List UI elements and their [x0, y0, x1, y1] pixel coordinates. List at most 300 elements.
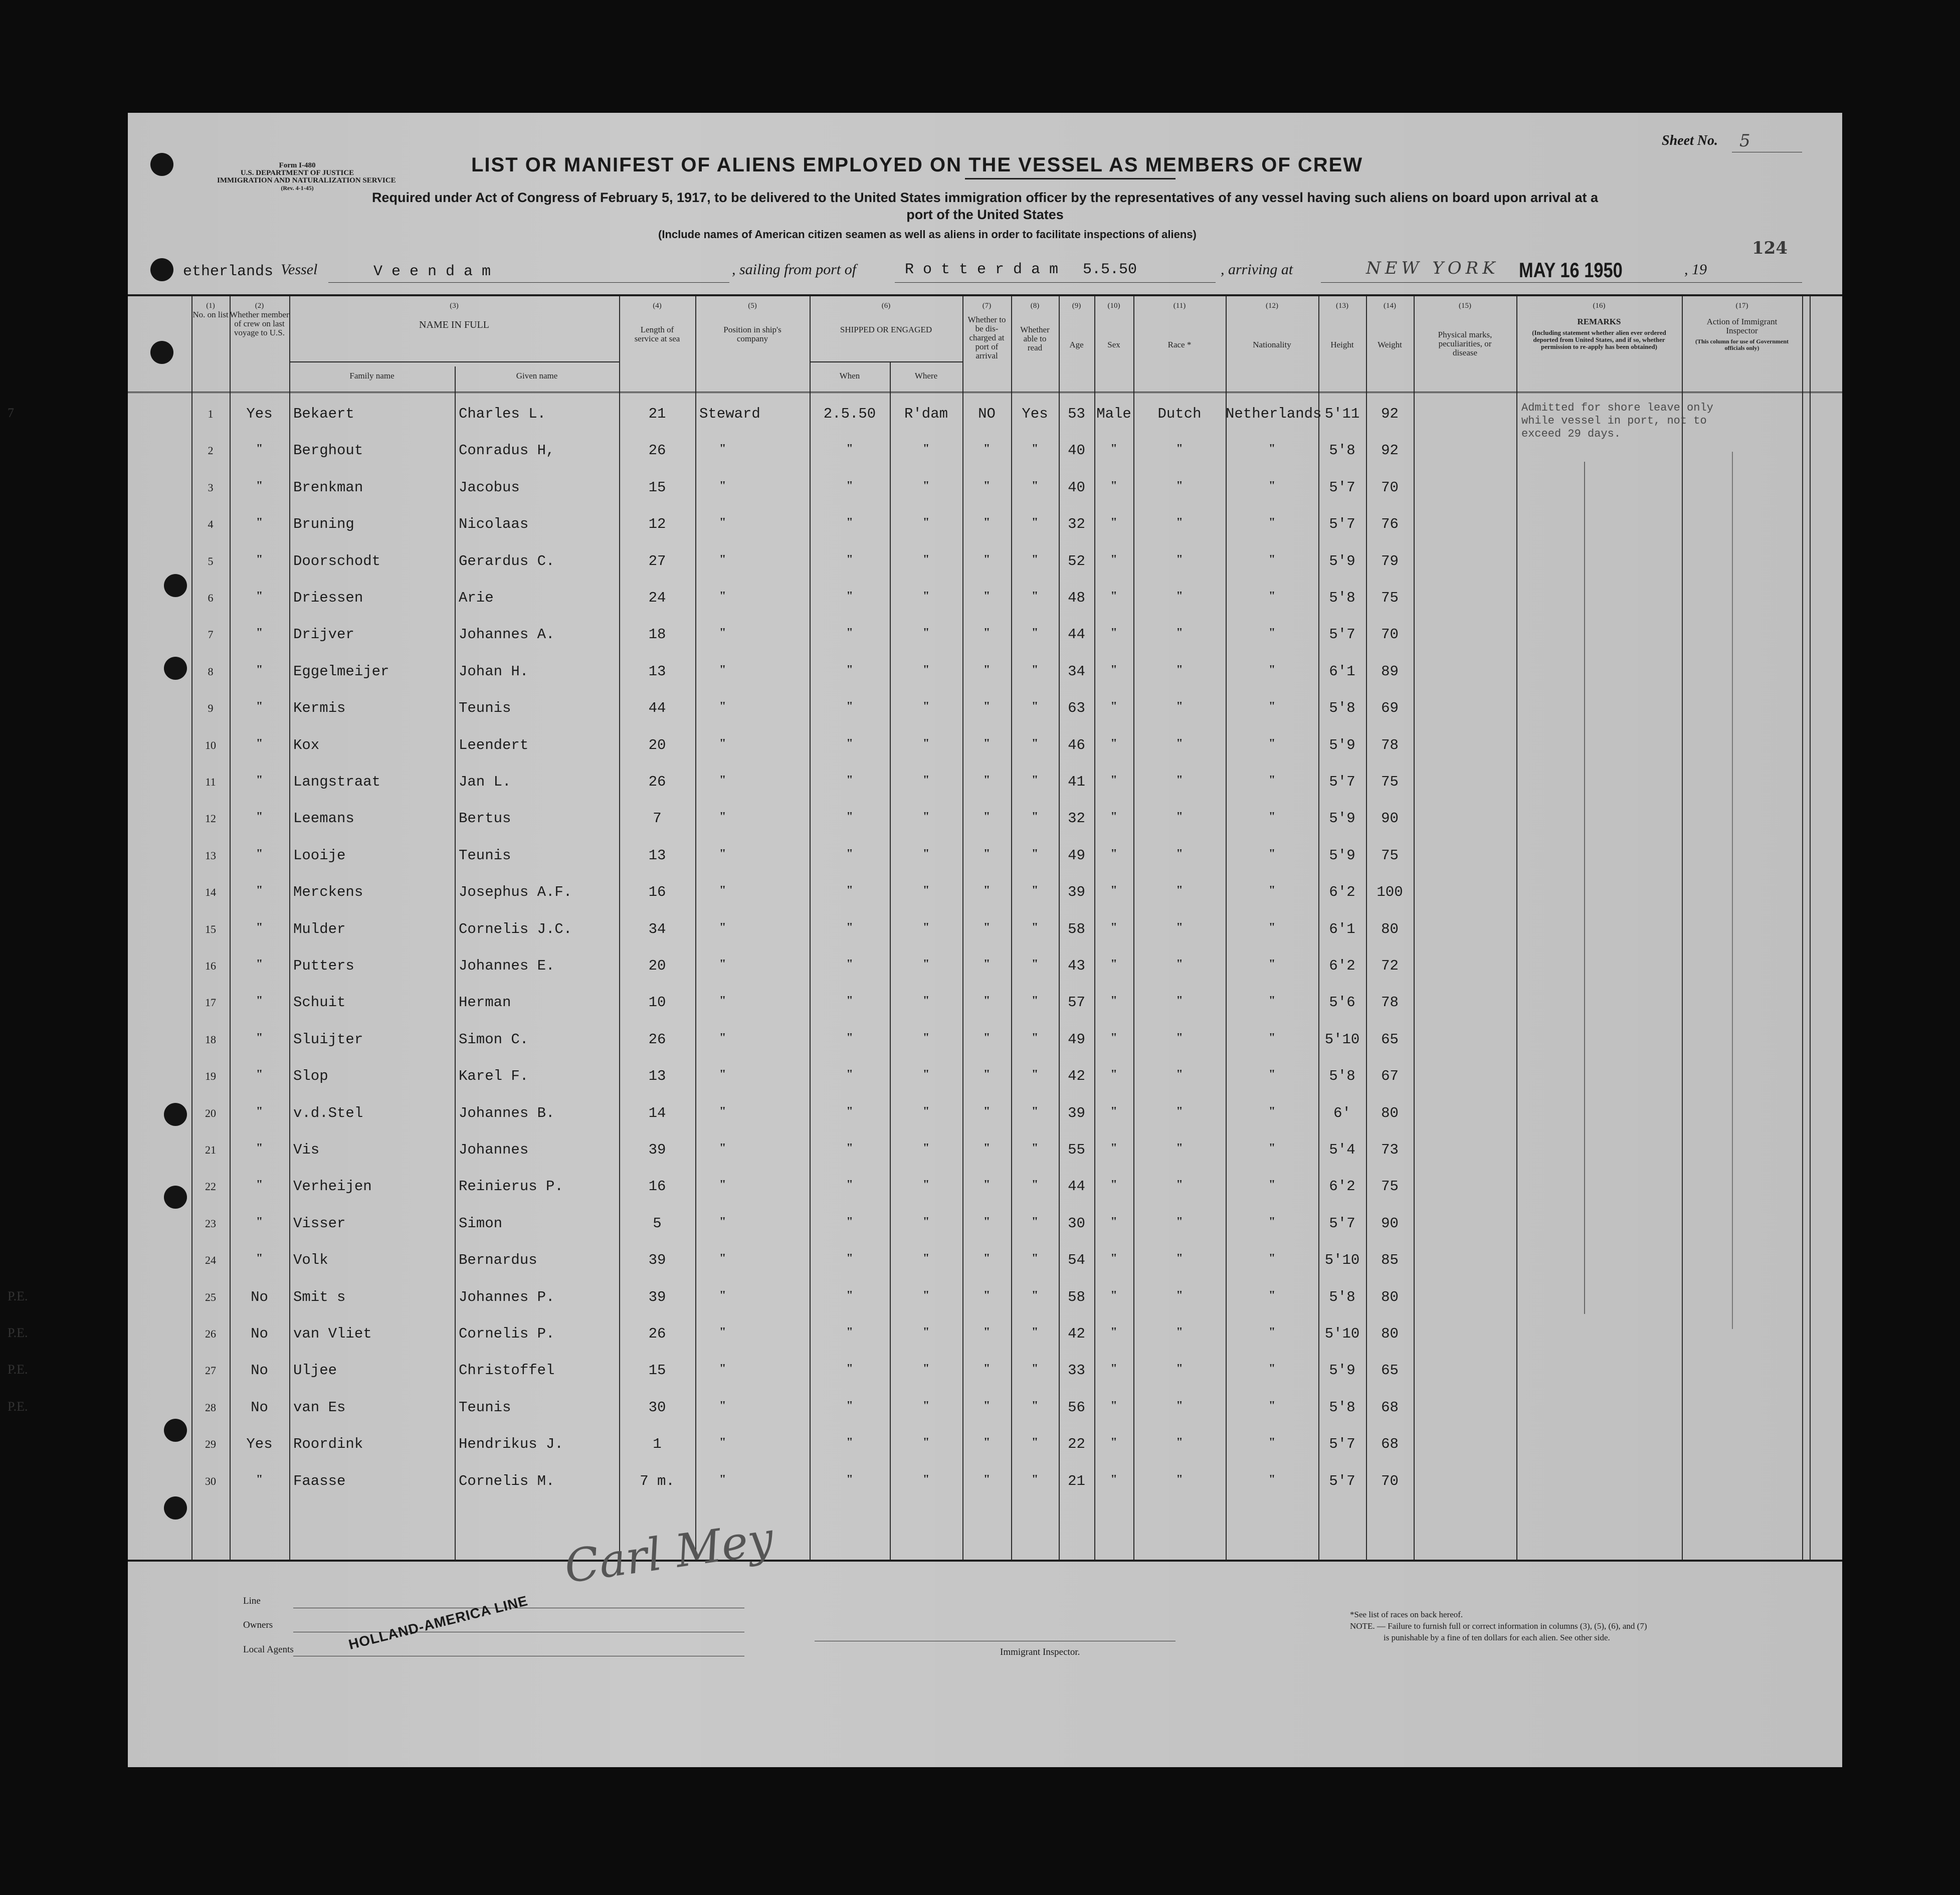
cell-when: ": [846, 626, 853, 640]
cell-nationality: ": [1268, 994, 1276, 1008]
cell-position: ": [719, 1068, 726, 1081]
table-row: [128, 994, 1842, 1031]
cell-weight: 76: [1381, 516, 1399, 533]
cell-weight: 70: [1381, 1472, 1399, 1489]
cell-weight: 67: [1381, 1068, 1399, 1085]
cell-family: Vis: [293, 1142, 320, 1158]
cell-age: 21: [1068, 1472, 1085, 1489]
cell-sex: ": [1110, 810, 1117, 824]
col7-header: (7) Whether to be dis-charged at port of arrival: [967, 302, 1006, 360]
cell-crew: ": [256, 884, 263, 897]
cell-sex: ": [1110, 516, 1117, 529]
cell-no: 16: [205, 960, 216, 972]
cell-crew: ": [256, 1215, 263, 1228]
cell-race: ": [1176, 736, 1183, 750]
cell-age: 48: [1068, 590, 1085, 606]
col11-header: (11) Race *: [1167, 302, 1192, 349]
cell-weight: 75: [1381, 774, 1399, 790]
cell-service: 39: [648, 1252, 666, 1269]
cell-race: ": [1176, 847, 1183, 860]
cell-family: Visser: [293, 1215, 346, 1232]
footer-note-penalty-2: is punishable by a fine of ten dollars for each alien. See other side.: [1384, 1633, 1610, 1642]
cell-discharged: ": [983, 1142, 991, 1155]
cell-nationality: ": [1268, 884, 1276, 897]
cell-height: 5'10: [1324, 1031, 1360, 1048]
cell-age: 63: [1068, 700, 1085, 717]
cell-read: ": [1031, 1436, 1039, 1449]
inspector-mark-line: [1732, 452, 1733, 1329]
cell-no: 8: [208, 665, 214, 678]
col17-header: (17) Action of Immigrant Inspector (This column for use of Government officials only): [1695, 302, 1789, 351]
cell-given: Karel F.: [459, 1068, 529, 1085]
cell-read: ": [1031, 479, 1039, 492]
table-row: [128, 1436, 1842, 1472]
cell-nationality: ": [1268, 1288, 1276, 1302]
cell-no: 20: [205, 1106, 216, 1119]
cell-height: 5'10: [1324, 1325, 1360, 1342]
cell-read: ": [1031, 1215, 1039, 1228]
cell-discharged: ": [983, 920, 991, 934]
cell-service: 27: [648, 552, 666, 570]
cell-where: ": [922, 516, 930, 529]
cell-sex: ": [1110, 1436, 1117, 1449]
cell-height: 5'8: [1329, 590, 1355, 606]
cell-height: 5'9: [1329, 552, 1355, 570]
cell-weight: 90: [1381, 1215, 1399, 1232]
cell-read: ": [1031, 552, 1039, 566]
cell-age: 44: [1068, 626, 1085, 643]
cell-when: ": [846, 1362, 853, 1376]
cell-crew: ": [256, 774, 263, 787]
cell-no: 4: [208, 518, 214, 531]
cell-age: 57: [1068, 994, 1085, 1011]
cell-crew: ": [256, 663, 263, 676]
cell-crew: ": [256, 1142, 263, 1155]
cell-when: ": [846, 994, 853, 1008]
cell-family: Bruning: [293, 516, 354, 533]
cell-position: ": [719, 810, 726, 824]
cell-position: ": [719, 736, 726, 750]
cell-height: 5'7: [1329, 774, 1355, 790]
cell-age: 53: [1068, 406, 1085, 422]
cell-service: 7: [653, 810, 662, 827]
crew-table: [8, 294, 1842, 1562]
cell-family: van Vliet: [293, 1325, 372, 1342]
cell-service: 39: [648, 1142, 666, 1158]
remarks-row-1: Admitted for shore leave only while vessel in port, not to exceed 29 days.: [1521, 402, 1713, 440]
cell-race: ": [1176, 590, 1183, 603]
cell-where: ": [922, 774, 930, 787]
cell-given: Cornelis J.C.: [459, 920, 572, 937]
cell-family: Volk: [293, 1252, 328, 1269]
cell-position: Steward: [699, 406, 760, 422]
cell-position: ": [719, 1399, 726, 1412]
cell-race: ": [1176, 1362, 1183, 1376]
cell-service: 24: [648, 590, 666, 606]
cell-discharged: ": [983, 958, 991, 971]
cell-crew: No: [251, 1362, 268, 1379]
owners-label: Owners: [243, 1620, 273, 1630]
cell-given: Reinierus P.: [459, 1178, 563, 1195]
cell-given: Bertus: [459, 810, 511, 827]
cell-age: 54: [1068, 1252, 1085, 1269]
cell-position: ": [719, 774, 726, 787]
cell-height: 6'2: [1329, 884, 1355, 901]
cell-when: ": [846, 663, 853, 676]
cell-nationality: ": [1268, 920, 1276, 934]
cell-read: ": [1031, 700, 1039, 713]
cell-discharged: ": [983, 590, 991, 603]
cell-when: ": [846, 552, 853, 566]
col3-family-header: Family name: [349, 371, 395, 381]
cell-family: Mulder: [293, 920, 346, 937]
cell-no: 22: [205, 1180, 216, 1193]
cell-crew: ": [256, 920, 263, 934]
cell-sex: ": [1110, 1142, 1117, 1155]
cell-service: 14: [648, 1104, 666, 1121]
cell-family: Smit s: [293, 1288, 346, 1305]
cell-service: 26: [648, 1031, 666, 1048]
col13-header: (13) Height: [1330, 302, 1354, 349]
cell-position: ": [719, 663, 726, 676]
col10-header: (10) Sex: [1107, 302, 1120, 349]
cell-discharged: ": [983, 810, 991, 824]
cell-weight: 80: [1381, 1104, 1399, 1121]
cell-no: 3: [208, 481, 214, 494]
cell-where: ": [922, 590, 930, 603]
cell-when: ": [846, 884, 853, 897]
cell-given: Jacobus: [459, 479, 520, 496]
col2-header: (2) Whether member of crew on last voyage to U.S.: [230, 302, 289, 337]
cell-where: ": [922, 700, 930, 713]
cell-family: Eggelmeijer: [293, 663, 389, 680]
table-row: [128, 1105, 1842, 1142]
cell-age: 56: [1068, 1399, 1085, 1416]
cell-age: 49: [1068, 1031, 1085, 1048]
cell-service: 10: [648, 994, 666, 1011]
cell-service: 44: [648, 700, 666, 717]
cell-read: Yes: [1022, 406, 1048, 422]
cell-read: ": [1031, 774, 1039, 787]
table-row: [128, 1031, 1842, 1068]
cell-height: 5'11: [1324, 406, 1360, 422]
form-service: IMMIGRATION AND NATURALIZATION SERVICE: [217, 176, 396, 184]
cell-no: 5: [208, 554, 214, 567]
cell-sex: ": [1110, 847, 1117, 860]
cell-weight: 75: [1381, 1178, 1399, 1195]
table-row: [128, 516, 1842, 552]
cell-discharged: ": [983, 663, 991, 676]
cell-weight: 65: [1381, 1031, 1399, 1048]
cell-nationality: ": [1268, 552, 1276, 566]
cell-read: ": [1031, 810, 1039, 824]
cell-race: ": [1176, 1399, 1183, 1412]
cell-nationality: ": [1268, 442, 1276, 456]
cell-crew: ": [256, 847, 263, 860]
cell-nationality: ": [1268, 1215, 1276, 1228]
cell-age: 44: [1068, 1178, 1085, 1195]
cell-where: ": [922, 958, 930, 971]
cell-where: ": [922, 1215, 930, 1228]
cell-weight: 79: [1381, 552, 1399, 570]
col4-header: (4) Length of service at sea: [634, 302, 680, 343]
cell-when: ": [846, 1142, 853, 1155]
cell-age: 32: [1068, 516, 1085, 533]
cell-crew: ": [256, 994, 263, 1008]
cell-race: ": [1176, 958, 1183, 971]
table-row: [128, 442, 1842, 479]
cell-crew: Yes: [246, 1436, 273, 1453]
cell-race: ": [1176, 1178, 1183, 1192]
cell-nationality: ": [1268, 810, 1276, 824]
cell-age: 34: [1068, 663, 1085, 680]
cell-weight: 65: [1381, 1362, 1399, 1379]
cell-given: Leendert: [459, 736, 529, 753]
form-info: [217, 161, 396, 192]
page-number: 124: [1752, 238, 1788, 258]
cell-sex: ": [1110, 1288, 1117, 1302]
cell-race: ": [1176, 1068, 1183, 1081]
cell-height: 6'2: [1329, 958, 1355, 974]
cell-given: Christoffel: [459, 1362, 555, 1379]
cell-race: ": [1176, 1288, 1183, 1302]
sailing-label: , sailing from port of: [732, 261, 857, 278]
cell-read: ": [1031, 1399, 1039, 1412]
cell-sex: ": [1110, 590, 1117, 603]
cell-age: 58: [1068, 920, 1085, 937]
cell-when: ": [846, 442, 853, 456]
sailing-date: 5.5.50: [1083, 261, 1137, 278]
cell-position: ": [719, 626, 726, 640]
cell-where: ": [922, 847, 930, 860]
cell-discharged: ": [983, 1288, 991, 1302]
cell-no: 30: [205, 1474, 216, 1487]
cell-crew: ": [256, 516, 263, 529]
table-row: [8, 1325, 1842, 1362]
cell-weight: 85: [1381, 1252, 1399, 1269]
cell-given: Simon: [459, 1215, 503, 1232]
cell-no: 13: [205, 849, 216, 862]
cell-height: 5'9: [1329, 736, 1355, 753]
table-row: [128, 884, 1842, 920]
cell-height: 6'1: [1329, 920, 1355, 937]
cell-service: 15: [648, 1362, 666, 1379]
cell-sex: ": [1110, 1362, 1117, 1376]
cell-nationality: ": [1268, 1142, 1276, 1155]
cell-height: 6'1: [1329, 663, 1355, 680]
cell-nationality: ": [1268, 1178, 1276, 1192]
cell-race: ": [1176, 479, 1183, 492]
cell-discharged: ": [983, 1399, 991, 1412]
cell-when: ": [846, 1288, 853, 1302]
cell-crew: ": [256, 1068, 263, 1081]
cell-no: 2: [208, 444, 214, 457]
cell-given: Cornelis M.: [459, 1472, 555, 1489]
cell-when: ": [846, 1472, 853, 1486]
cell-family: Langstraat: [293, 774, 381, 790]
cell-sex: ": [1110, 1215, 1117, 1228]
cell-family: Looije: [293, 847, 346, 864]
cell-height: 6'2: [1329, 1178, 1355, 1195]
cell-when: ": [846, 1436, 853, 1449]
cell-nationality: ": [1268, 479, 1276, 492]
cell-no: 10: [205, 738, 216, 751]
cell-age: 46: [1068, 736, 1085, 753]
cell-given: Johan H.: [459, 663, 529, 680]
cell-age: 40: [1068, 442, 1085, 459]
table-row: [8, 1288, 1842, 1325]
cell-read: ": [1031, 1288, 1039, 1302]
holland-america-stamp: HOLLAND-AMERICA LINE: [347, 1593, 530, 1653]
cell-nationality: ": [1268, 1436, 1276, 1449]
cell-service: 39: [648, 1288, 666, 1305]
cell-nationality: ": [1268, 516, 1276, 529]
cell-discharged: ": [983, 1252, 991, 1265]
subtitle-2: port of the United States: [906, 207, 1064, 222]
cell-read: ": [1031, 663, 1039, 676]
cell-family: Sluijter: [293, 1031, 363, 1048]
cell-given: Jan L.: [459, 774, 511, 790]
cell-age: 42: [1068, 1068, 1085, 1085]
cell-nationality: ": [1268, 663, 1276, 676]
cell-read: ": [1031, 847, 1039, 860]
cell-no: 21: [205, 1144, 216, 1156]
immigrant-inspector-label: Immigrant Inspector.: [1000, 1647, 1080, 1657]
cell-race: ": [1176, 994, 1183, 1008]
cell-age: 49: [1068, 847, 1085, 864]
cell-weight: 75: [1381, 847, 1399, 864]
cell-age: 41: [1068, 774, 1085, 790]
cell-read: ": [1031, 590, 1039, 603]
cell-nationality: ": [1268, 1252, 1276, 1265]
cell-sex: ": [1110, 1104, 1117, 1118]
cell-no: 7: [208, 628, 214, 641]
cell-family: Slop: [293, 1068, 328, 1085]
cell-discharged: ": [983, 552, 991, 566]
cell-given: Johannes A.: [459, 626, 555, 643]
cell-race: ": [1176, 1252, 1183, 1265]
cell-when: ": [846, 736, 853, 750]
cell-given: Herman: [459, 994, 511, 1011]
col6-header: (6) SHIPPED OR ENGAGED: [840, 302, 932, 334]
cell-no: 14: [205, 886, 216, 899]
cell-height: 6': [1333, 1104, 1351, 1121]
cell-age: 32: [1068, 810, 1085, 827]
cell-read: ": [1031, 626, 1039, 640]
cell-where: ": [922, 810, 930, 824]
cell-service: 26: [648, 774, 666, 790]
table-row: [128, 1142, 1842, 1178]
cell-read: ": [1031, 1252, 1039, 1265]
cell-height: 5'7: [1329, 479, 1355, 496]
cell-service: 21: [648, 406, 666, 422]
cell-nationality: ": [1268, 1399, 1276, 1412]
cell-family: Kermis: [293, 700, 346, 717]
cell-family: Uljee: [293, 1362, 337, 1379]
cell-service: 13: [648, 663, 666, 680]
cell-when: ": [846, 1399, 853, 1412]
col14-header: (14) Weight: [1378, 302, 1402, 349]
cell-discharged: ": [983, 1362, 991, 1376]
cell-service: 5: [653, 1215, 662, 1232]
table-row: [128, 590, 1842, 626]
cell-given: Hendrikus J.: [459, 1436, 563, 1453]
table-row: [8, 1399, 1842, 1436]
cell-given: Charles L.: [459, 406, 546, 422]
cell-discharged: ": [983, 700, 991, 713]
cell-weight: 100: [1377, 884, 1403, 901]
cell-discharged: ": [983, 1472, 991, 1486]
cell-where: ": [922, 1142, 930, 1155]
cell-family: Driessen: [293, 590, 363, 606]
cell-nationality: ": [1268, 958, 1276, 971]
cell-weight: 92: [1381, 442, 1399, 459]
cell-service: 34: [648, 920, 666, 937]
cell-weight: 78: [1381, 994, 1399, 1011]
cell-discharged: ": [983, 736, 991, 750]
cell-height: 5'9: [1329, 1362, 1355, 1379]
cell-where: ": [922, 1472, 930, 1486]
cell-position: ": [719, 516, 726, 529]
cell-discharged: ": [983, 442, 991, 456]
cell-crew: No: [251, 1399, 268, 1416]
table-row: [128, 774, 1842, 810]
cell-family: Drijver: [293, 626, 354, 643]
cell-where: ": [922, 884, 930, 897]
cell-no: 18: [205, 1033, 216, 1046]
arriving-label: , arriving at: [1221, 261, 1293, 278]
cell-no: 27: [205, 1364, 216, 1377]
cell-age: 39: [1068, 884, 1085, 901]
cell-weight: 80: [1381, 1288, 1399, 1305]
table-row: [128, 921, 1842, 958]
cell-weight: 80: [1381, 920, 1399, 937]
subtitle-1: Required under Act of Congress of February 5, 1917, to be delivered to the United States immigration officer by the representatives of any vessel having such aliens on board upon arrival at a: [371, 190, 1599, 205]
cell-where: ": [922, 552, 930, 566]
cell-service: 20: [648, 958, 666, 974]
cell-where: ": [922, 1031, 930, 1044]
cell-mark: 7: [8, 406, 14, 420]
cell-read: ": [1031, 442, 1039, 456]
cell-sex: ": [1110, 442, 1117, 456]
cell-race: ": [1176, 663, 1183, 676]
cell-read: ": [1031, 1178, 1039, 1192]
cell-position: ": [719, 479, 726, 492]
cell-height: 5'10: [1324, 1252, 1360, 1269]
cell-position: ": [719, 442, 726, 456]
table-row: [128, 700, 1842, 736]
cell-nationality: ": [1268, 1031, 1276, 1044]
cell-no: 29: [205, 1438, 216, 1451]
cell-discharged: ": [983, 1325, 991, 1339]
cell-no: 24: [205, 1254, 216, 1267]
cell-crew: ": [256, 1104, 263, 1118]
cell-no: 15: [205, 922, 216, 935]
cell-crew: ": [256, 810, 263, 824]
cell-read: ": [1031, 884, 1039, 897]
vessel-label: Vessel: [281, 261, 318, 278]
cell-sex: ": [1110, 1325, 1117, 1339]
cell-nationality: ": [1268, 1362, 1276, 1376]
cell-service: 15: [648, 479, 666, 496]
cell-family: Bekaert: [293, 406, 354, 422]
cell-weight: 78: [1381, 736, 1399, 753]
cell-race: ": [1176, 552, 1183, 566]
cell-weight: 70: [1381, 479, 1399, 496]
cell-given: Cornelis P.: [459, 1325, 555, 1342]
cell-when: ": [846, 1215, 853, 1228]
cell-weight: 68: [1381, 1436, 1399, 1453]
